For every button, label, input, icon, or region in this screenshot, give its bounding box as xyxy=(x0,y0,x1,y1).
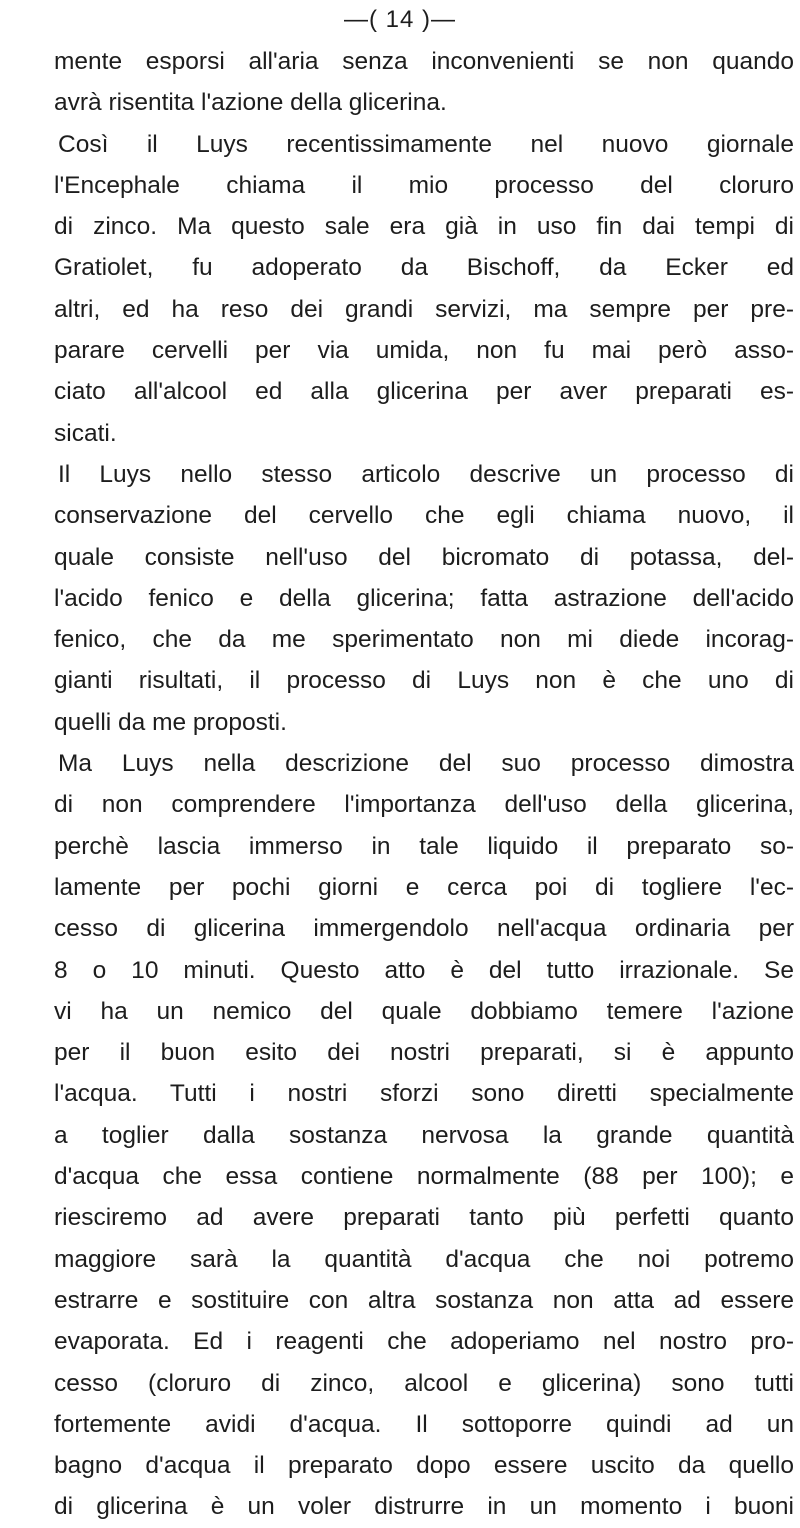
text-line: avrà risentita l'azione della glicerina. xyxy=(54,89,447,117)
text-line: di non comprendere l'importanza dell'uso della glicerina, xyxy=(54,791,794,819)
text-line: fortemente avidi d'acqua. Il sottoporre quindi ad un xyxy=(54,1410,794,1438)
body-text xyxy=(54,41,794,1528)
text-line: d'acqua che essa contiene normalmente (88 per 100); e xyxy=(54,1163,794,1191)
text-line: 8 o 10 minuti. Questo atto è del tutto irrazionale. Se xyxy=(54,956,794,984)
text-line: a toglier dalla sostanza nervosa la grande quantità xyxy=(54,1121,794,1149)
text-line: l'acqua. Tutti i nostri sforzi sono diretti specialmente xyxy=(54,1080,794,1108)
text-line: Il Luys nello stesso articolo descrive un processo di xyxy=(58,460,794,488)
text-line: bagno d'acqua il preparato dopo essere uscito da quello xyxy=(54,1452,794,1480)
text-line: altri, ed ha reso dei grandi servizi, ma sempre per pre- xyxy=(54,295,794,323)
text-line: cesso (cloruro di zinco, alcool e glicerina) sono tutti xyxy=(54,1369,794,1397)
text-line: quelli da me proposti. xyxy=(54,708,287,736)
text-line: Così il Luys recentissimamente nel nuovo giornale xyxy=(58,130,794,158)
text-line: Gratiolet, fu adoperato da Bischoff, da Ecker ed xyxy=(54,254,794,282)
text-line: Ma Luys nella descrizione del suo processo dimostra xyxy=(58,750,794,778)
text-line: conservazione del cervello che egli chiama nuovo, il xyxy=(54,502,794,530)
text-line: mente esporsi all'aria senza inconvenienti se non quando xyxy=(54,48,794,75)
text-line: parare cervelli per via umida, non fu mai però asso- xyxy=(54,337,794,365)
text-line: vi ha un nemico del quale dobbiamo temere l'azione xyxy=(54,997,794,1025)
text-line: ciato all'alcool ed alla glicerina per aver preparati es- xyxy=(54,378,794,406)
text-line: riesciremo ad avere preparati tanto più perfetti quanto xyxy=(54,1204,794,1232)
text-line: di glicerina è un voler distrurre in un momento i buoni xyxy=(54,1493,794,1521)
text-line: lamente per pochi giorni e cerca poi di togliere l'ec- xyxy=(54,873,794,901)
text-line: gianti risultati, il processo di Luys non è che uno di xyxy=(54,667,794,695)
text-line: l'Encephale chiama il mio processo del cloruro xyxy=(54,171,794,199)
text-line: maggiore sarà la quantità d'acqua che noi potremo xyxy=(54,1245,794,1273)
text-line: perchè lascia immerso in tale liquido il preparato so- xyxy=(54,832,794,860)
page-number: —( 14 )— xyxy=(343,6,456,33)
text-line: evaporata. Ed i reagenti che adoperiamo nel nostro pro- xyxy=(54,1328,794,1356)
text-line: quale consiste nell'uso del bicromato di potassa, del- xyxy=(54,543,794,571)
text-line: fenico, che da me sperimentato non mi diede incorag- xyxy=(54,626,794,654)
text-line: cesso di glicerina immergendolo nell'acqua ordinaria per xyxy=(54,915,794,943)
text-line: di zinco. Ma questo sale era già in uso fin dai tempi di xyxy=(54,213,794,241)
text-line: per il buon esito dei nostri preparati, si è appunto xyxy=(54,1039,794,1067)
text-line: sicati. xyxy=(54,419,117,447)
text-line: l'acido fenico e della glicerina; fatta astrazione dell'acido xyxy=(54,584,794,612)
text-line: estrarre e sostituire con altra sostanza non atta ad essere xyxy=(54,1286,794,1314)
